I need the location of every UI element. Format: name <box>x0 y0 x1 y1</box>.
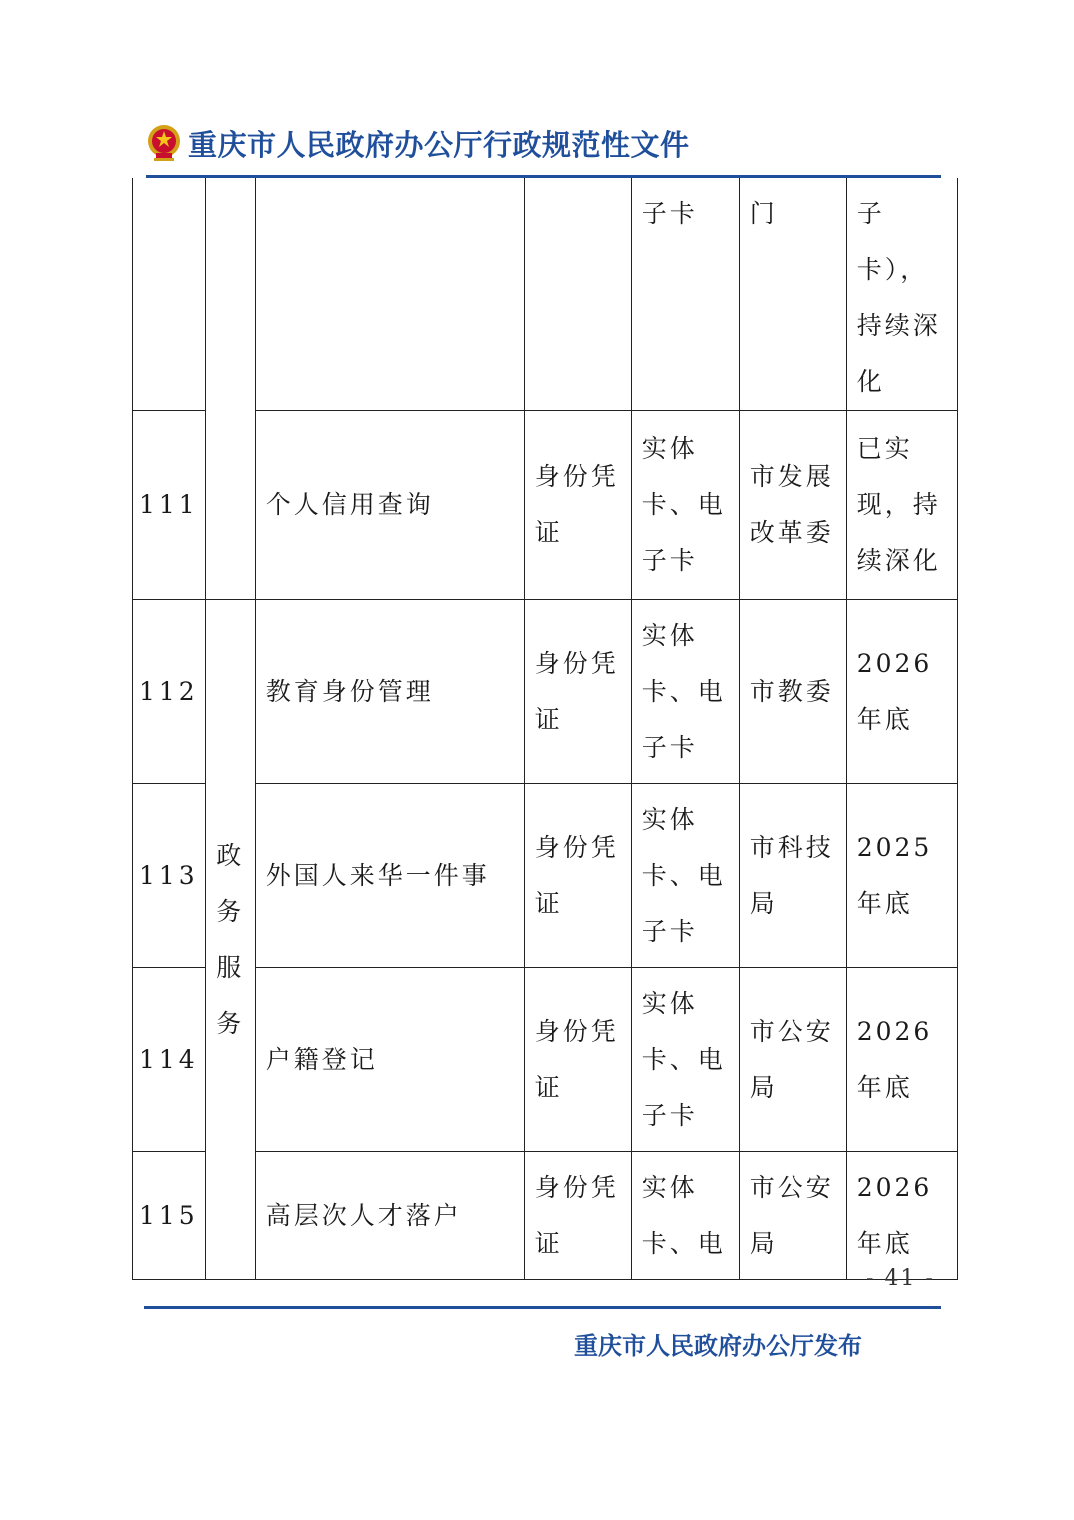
table-row <box>133 178 958 411</box>
deadline-cell: 2025 年底 <box>846 784 957 968</box>
deadline-cell: 已实现，持续深化 <box>846 411 957 600</box>
service-table <box>132 178 958 1280</box>
name-cell: 外国人来华一件事 <box>255 784 524 968</box>
department-cell: 市教委 <box>739 600 846 784</box>
category-cell <box>205 600 255 1280</box>
credential-cell: 身份凭证 <box>524 600 631 784</box>
footer-rule <box>144 1306 941 1309</box>
card-type-cell: 实体卡、电 <box>631 1152 739 1280</box>
credential-cell: 身份凭证 <box>524 1152 631 1280</box>
card-type-cell: 实体卡、电子卡 <box>631 411 739 600</box>
deadline-cell: 2026 年底 <box>846 968 957 1152</box>
table-row <box>133 968 958 1152</box>
department-cell: 门 <box>739 178 846 411</box>
num-cell: 114 <box>133 968 206 1152</box>
table-row <box>133 1152 958 1280</box>
num-cell <box>133 178 206 411</box>
name-cell: 个人信用查询 <box>255 411 524 600</box>
national-emblem-icon <box>146 123 182 163</box>
department-cell: 市公安局 <box>739 968 846 1152</box>
card-type-cell: 实体卡、电子卡 <box>631 784 739 968</box>
name-cell: 教育身份管理 <box>255 600 524 784</box>
department-cell: 市发展改革委 <box>739 411 846 600</box>
num-cell: 115 <box>133 1152 206 1280</box>
num-cell: 112 <box>133 600 206 784</box>
credential-cell <box>524 178 631 411</box>
deadline-cell: 2026 年底 <box>846 1152 957 1280</box>
category-cell-continued <box>205 178 255 600</box>
category-label: 政务服务 <box>216 840 245 1038</box>
card-type-cell: 实体卡、电子卡 <box>631 968 739 1152</box>
header-title: 重庆市人民政府办公厅行政规范性文件 <box>188 127 690 162</box>
name-cell <box>255 178 524 411</box>
credential-cell: 身份凭证 <box>524 411 631 600</box>
department-cell: 市科技局 <box>739 784 846 968</box>
name-cell: 户籍登记 <box>255 968 524 1152</box>
num-cell: 113 <box>133 784 206 968</box>
document-header <box>146 118 690 168</box>
table-row <box>133 411 958 600</box>
page-number: - 41 - <box>866 1266 935 1291</box>
card-type-cell: 实体卡、电子卡 <box>631 600 739 784</box>
department-cell: 市公安局 <box>739 1152 846 1280</box>
publisher-footer: 重庆市人民政府办公厅发布 <box>574 1332 862 1360</box>
deadline-cell: 2026 年底 <box>846 600 957 784</box>
credential-cell: 身份凭证 <box>524 784 631 968</box>
name-cell: 高层次人才落户 <box>255 1152 524 1280</box>
num-cell: 111 <box>133 411 206 600</box>
deadline-cell: 子卡），持续深化 <box>846 178 957 411</box>
card-type-cell: 子卡 <box>631 178 739 411</box>
table-row <box>133 784 958 968</box>
credential-cell: 身份凭证 <box>524 968 631 1152</box>
table-row <box>133 600 958 784</box>
